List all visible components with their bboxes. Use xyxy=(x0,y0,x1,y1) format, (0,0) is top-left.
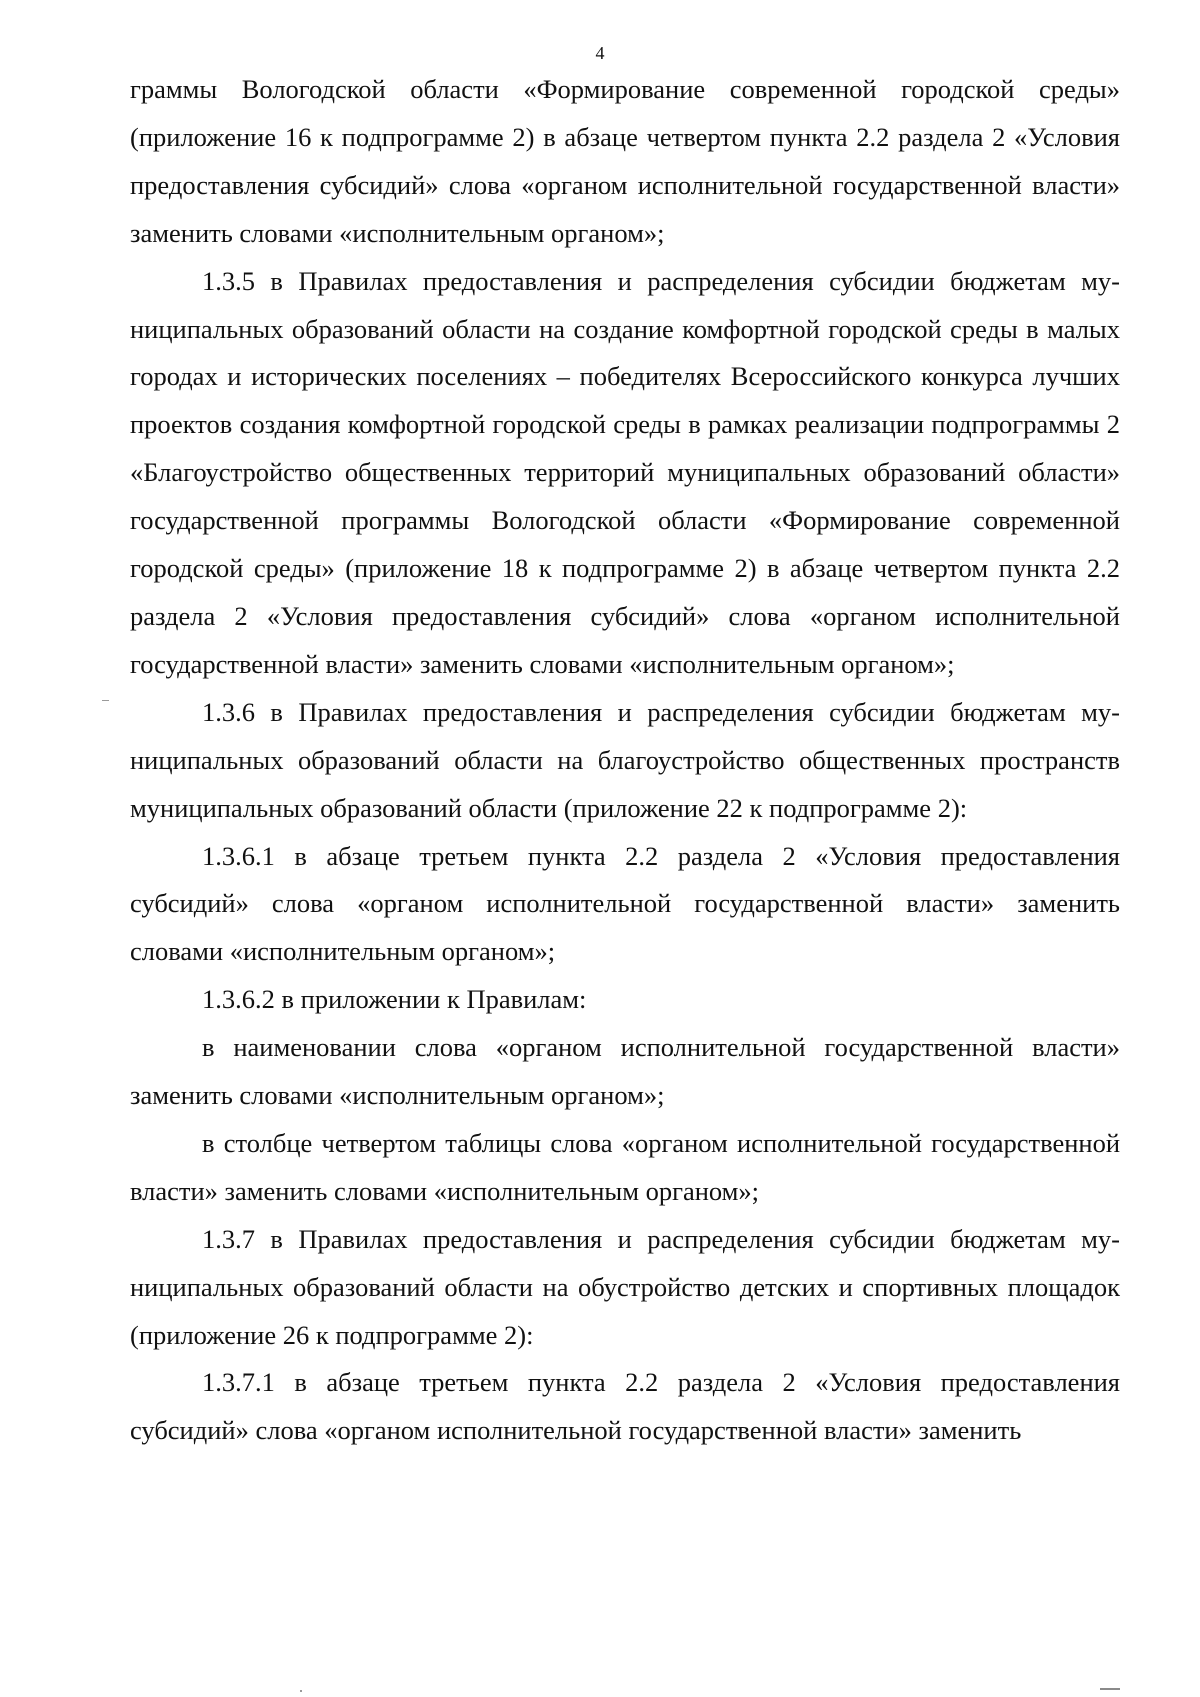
paragraph-1-3-6: 1.3.6 в Правилах предоставления и распределения субсидии бюджетам муниципальных образований области на благоустройство общественных пространств муниципальных образований области (приложение 22 к подпрограмме 2): xyxy=(130,696,1120,823)
scan-mark-left xyxy=(102,700,109,701)
paragraph-1-3-5: 1.3.5 в Правилах предоставления и распределения субсидии бюджетам муниципальных образований области на создание комфортной городской среды в малых городах и исторических поселениях – победителях Всероссийского конкурса лучших проектов создания комфортной городской среды в рамках реализации подпрограммы 2 «Благоустройство общественных территорий муниципальных образований области» государственной программы Вологодской области «Формирование современной городской среды» (приложение 18 к подпрограмме 2) в абзаце четвертом пункта 2.2 раздела 2 «Условия предоставления субсидий» слова «органом исполнительной государственной власти» заменить словами «исполнительным органом»; xyxy=(130,265,1120,679)
paragraph-naming-change: в наименовании слова «органом исполнительной государственной власти» заменить словами «исполнительным органом»; xyxy=(130,1032,1120,1111)
paragraph-1-3-7: 1.3.7 в Правилах предоставления и распределения субсидии бюджетам муниципальных образований области на обустройство детских и спортивных площадок (приложение 26 к подпрограмме 2): xyxy=(130,1223,1120,1350)
page-number: 4 xyxy=(595,43,605,63)
scan-mark-bottom-left xyxy=(300,1690,302,1692)
paragraph-1-3-6-2: 1.3.6.2 в приложении к Правилам: xyxy=(202,984,587,1015)
document-body xyxy=(130,66,1120,1455)
paragraph-table-column-change: в столбце четвертом таблицы слова «органом исполнительной государственной власти» заменить словами «исполнительным органом»; xyxy=(130,1127,1120,1206)
paragraph-continuation: граммы Вологодской области «Формирование современной городской среды» (приложение 16 к подпрограмме 2) в абзаце четвертом пункта 2.2 раздела 2 «Условия предоставления субсидий» слова «органом исполнительной государственной власти» заменить словами «исполнительным органом»; xyxy=(130,74,1120,248)
scan-mark-bottom-right xyxy=(1100,1688,1120,1690)
paragraph-1-3-6-1: 1.3.6.1 в абзаце третьем пункта 2.2 раздела 2 «Условия предоставления субсидий» слова «органом исполнительной государственной власти» заменить словами «исполнительным органом»; xyxy=(130,840,1120,967)
paragraph-1-3-7-1: 1.3.7.1 в абзаце третьем пункта 2.2 раздела 2 «Условия предоставления субсидий» слова «органом исполнительной государственной власти» заменить xyxy=(130,1367,1120,1446)
